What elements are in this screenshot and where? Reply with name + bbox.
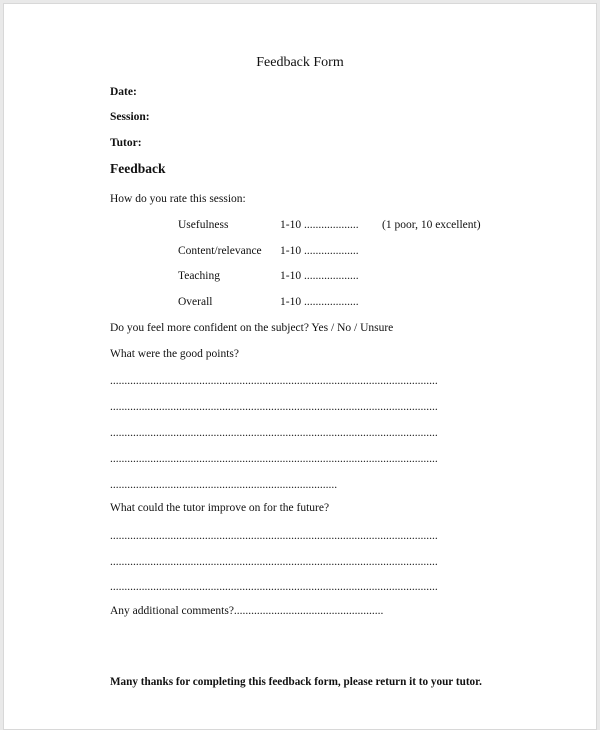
comments-label[interactable]: Any additional comments?.................................................... (110, 605, 384, 617)
rating-label-usefulness: Usefulness (178, 219, 229, 231)
answer-line[interactable]: .................................................................................................................. (110, 453, 438, 465)
answer-line[interactable]: .................................................................................................................. (110, 427, 438, 439)
rate-question: How do you rate this session: (110, 193, 246, 205)
answer-line[interactable]: .................................................................................................................. (110, 401, 438, 413)
session-label: Session: (110, 111, 150, 123)
form-title: Feedback Form (256, 55, 344, 70)
rating-blank-usefulness[interactable]: ................... (304, 219, 359, 231)
confidence-question: Do you feel more confident on the subject? Yes / No / Unsure (110, 322, 394, 334)
improve-question: What could the tutor improve on for the future? (110, 502, 330, 514)
rating-note: (1 poor, 10 excellent) (382, 219, 481, 231)
rating-label-teaching: Teaching (178, 270, 220, 282)
answer-line[interactable]: .................................................................................................................. (110, 556, 438, 568)
rating-scale: 1-10 (280, 245, 302, 257)
rating-scale: 1-10 (280, 219, 302, 231)
document-page (3, 3, 597, 730)
feedback-heading: Feedback (110, 161, 166, 176)
answer-line[interactable]: .................................................................................................................. (110, 375, 438, 387)
rating-label-overall: Overall (178, 296, 213, 308)
answer-line-short[interactable]: ............................................................................... (110, 479, 338, 491)
tutor-label: Tutor: (110, 137, 142, 149)
rating-label-content: Content/relevance (178, 245, 262, 257)
closing-note: Many thanks for completing this feedback form, please return it to your tutor. (110, 676, 482, 688)
rating-blank-teaching[interactable]: ................... (304, 270, 359, 282)
date-label: Date: (110, 86, 137, 98)
rating-scale: 1-10 (280, 296, 302, 308)
answer-line[interactable]: .................................................................................................................. (110, 530, 438, 542)
good-points-question: What were the good points? (110, 348, 240, 360)
rating-scale: 1-10 (280, 270, 302, 282)
rating-blank-content[interactable]: ................... (304, 245, 359, 257)
answer-line[interactable]: .................................................................................................................. (110, 581, 438, 593)
rating-blank-overall[interactable]: ................... (304, 296, 359, 308)
